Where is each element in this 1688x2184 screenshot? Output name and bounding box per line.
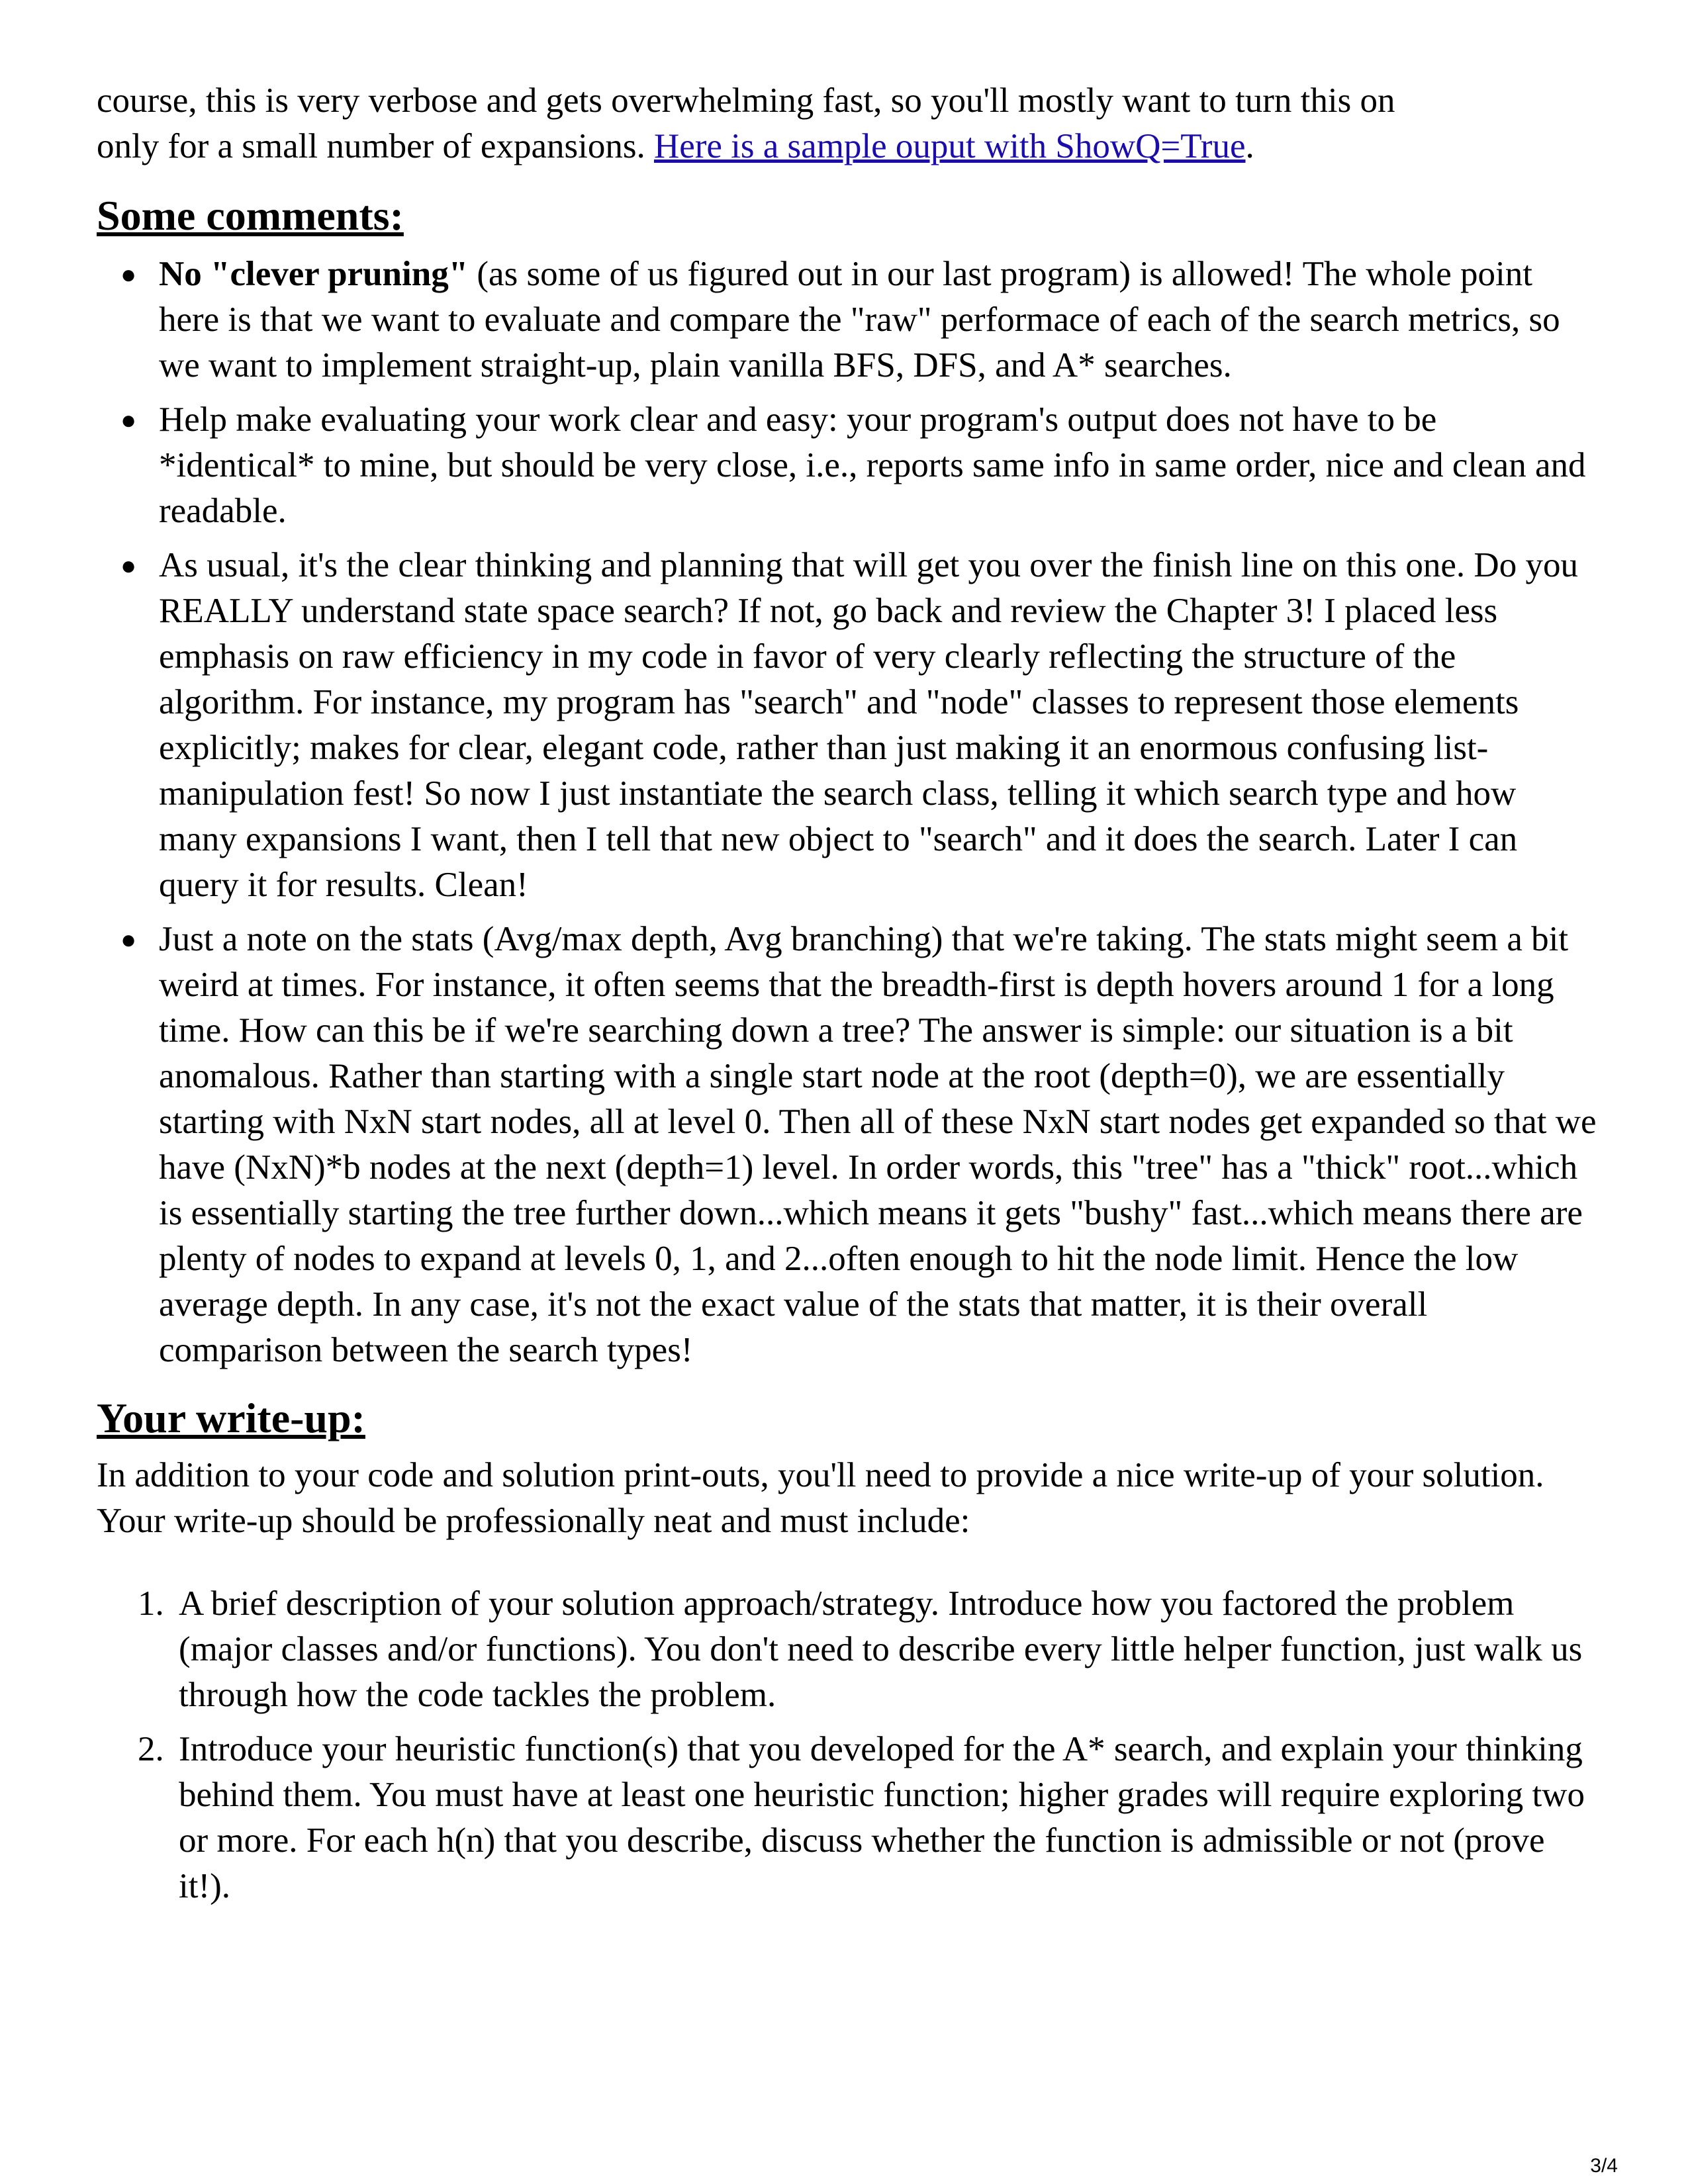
list-item <box>120 397 1599 534</box>
bullet-icon: ● <box>120 551 137 580</box>
page-number: 3/4 <box>1590 2155 1618 2177</box>
list-item <box>120 251 1599 388</box>
intro-line-2: only for a small number of expansions. <box>97 127 654 165</box>
list-item <box>120 917 1599 1373</box>
bullet-bold-text: No "clever pruning" <box>159 255 469 293</box>
intro-line-1: course, this is very verbose and gets overwhelming fast, so you'll mostly want to turn this on <box>97 81 1395 120</box>
writeup-heading: Your write-up: <box>97 1394 365 1441</box>
sample-output-link[interactable]: Here is a sample ouput with ShowQ=True <box>653 127 1246 165</box>
comments-list <box>97 251 1599 1373</box>
item-text: Introduce your heuristic function(s) that you developed for the A* search, and explain your thinking behind them. You must have at least one heuristic function; higher grades will require exploring two or more. For each h(n) that you describe, discuss whether the function is admissible or not (prove it!). <box>179 1730 1585 1905</box>
bullet-icon: ● <box>120 925 137 954</box>
item-number: 2. <box>138 1730 164 1768</box>
bullet-text: As usual, it's the clear thinking and planning that will get you over the finish line on this one. Do you REALLY understand state space search? If not, go back and review the Chapter 3! I placed less emphasis on raw efficiency in my code in favor of very clearly reflecting the structure of the algorithm. For instance, my program has "search" and "node" classes to represent those elements explicitly; makes for clear, elegant code, rather than just making it an enormous confusing list-manipulation fest! So now I just instantiate the search class, telling it which search type and how many expansions I want, then I tell that new object to "search" and it does the search. Later I can query it for results. Clean! <box>159 546 1578 904</box>
bullet-icon: ● <box>120 405 137 435</box>
writeup-requirements-list <box>97 1581 1599 1909</box>
writeup-intro: In addition to your code and solution print-outs, you'll need to provide a nice write-up of your solution. Your write-up should be professionally neat and must include: <box>97 1456 1544 1540</box>
bullet-text: Help make evaluating your work clear and easy: your program's output does not have to be *identical* to mine, but should be very close, i.e., reports same info in same order, nice and clean and readable. <box>159 400 1586 530</box>
intro-line-end: . <box>1245 127 1254 165</box>
bullet-icon: ● <box>120 259 137 289</box>
list-item <box>120 543 1599 908</box>
comments-heading: Some comments: <box>97 192 404 239</box>
item-text: A brief description of your solution approach/strategy. Introduce how you factored the problem (major classes and/or functions). You don't need to describe every little helper function, just walk us through how the code tackles the problem. <box>179 1584 1583 1714</box>
bullet-text: (as some of us figured out in our last program) is allowed! The whole point here is that we want to evaluate and compare the "raw" performace of each of the search metrics, so we want to implement straight-up, plain vanilla BFS, DFS, and A* searches. <box>159 255 1560 385</box>
intro-paragraph <box>97 78 1599 169</box>
bullet-text: Just a note on the stats (Avg/max depth, Avg branching) that we're taking. The stats might seem a bit weird at times. For instance, it often seems that the breadth-first is depth hovers around 1 for a long time. How can this be if we're searching down a tree? The answer is simple: our situation is a bit anomalous. Rather than starting with a single start node at the root (depth=0), we are essentially starting with NxN start nodes, all at level 0. Then all of these NxN start nodes get expanded so that we have (NxN)*b nodes at the next (depth=1) level. In order words, this "tree" has a "thick" root...which is essentially starting the tree further down...which means it gets "bushy" fast...which means there are plenty of nodes to expand at levels 0, 1, and 2...often enough to hit the node limit. Hence the low average depth. In any case, it's not the exact value of the stats that matter, it is their overall comparison between the search types! <box>159 920 1597 1369</box>
list-item <box>138 1581 1599 1718</box>
list-item <box>138 1727 1599 1909</box>
document-page <box>97 78 1599 1918</box>
item-number: 1. <box>138 1584 164 1623</box>
